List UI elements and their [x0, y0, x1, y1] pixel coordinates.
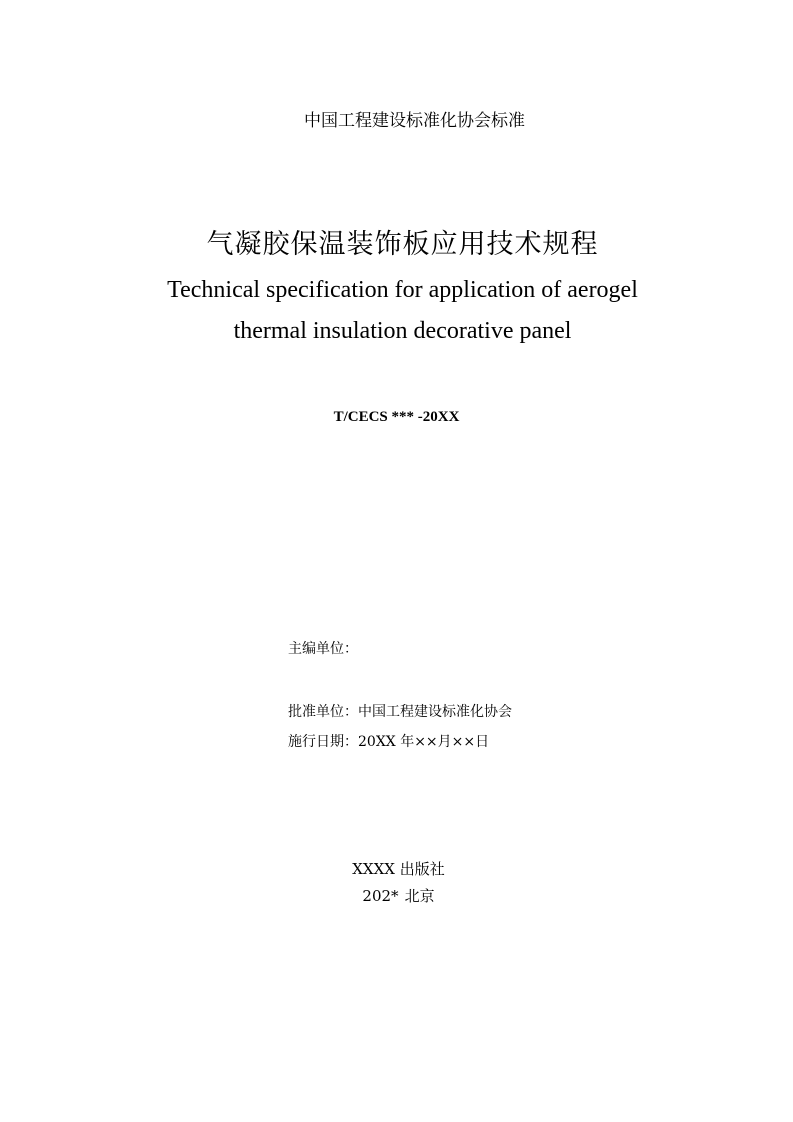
publication-year-place: [2, 885, 793, 906]
approval-unit-value: 中国工程建设标准化协会: [358, 704, 512, 720]
standard-code: T/CECS *** -20XX: [333, 409, 460, 425]
publication-year: 202*: [362, 887, 399, 905]
editor-unit-label: 主编单位：: [288, 641, 358, 657]
effective-date-line: [288, 733, 489, 751]
organization-standard-header: 中国工程建设标准化协会标准: [304, 111, 525, 131]
effective-date-label: 施行日期：: [288, 734, 358, 750]
approval-unit-label: 批准单位：: [288, 704, 358, 720]
publisher-name: XXXX 出版社: [352, 860, 445, 878]
title-english-line-1: Technical specification for application of aerogel: [167, 277, 638, 303]
title-english-line-2: thermal insulation decorative panel: [233, 318, 572, 344]
publication-city: 北京: [404, 887, 435, 905]
editor-unit-line: [288, 640, 358, 658]
effective-date-value: 20XX 年××月××日: [358, 734, 490, 750]
title-chinese: 气凝胶保温装饰板应用技术规程: [206, 229, 599, 260]
approval-unit-line: [288, 703, 512, 721]
